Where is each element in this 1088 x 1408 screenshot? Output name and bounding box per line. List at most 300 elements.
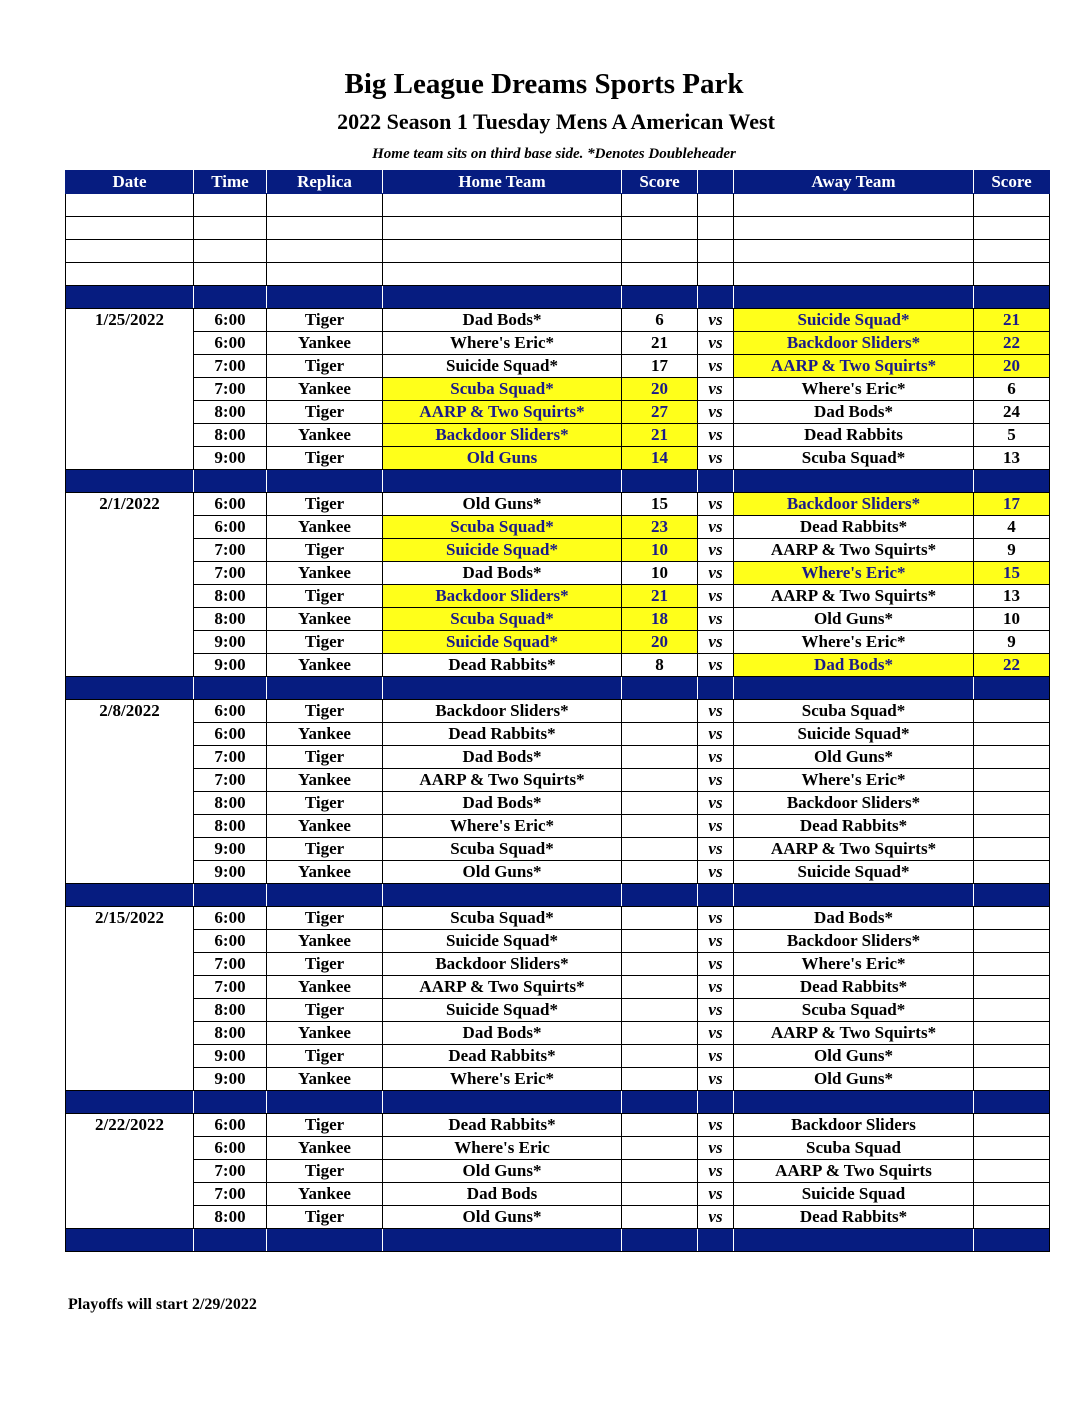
game-replica: Yankee bbox=[267, 723, 383, 746]
game-time: 8:00 bbox=[194, 401, 267, 424]
away-score bbox=[974, 746, 1050, 769]
vs-label: vs bbox=[698, 424, 734, 447]
game-date-empty bbox=[66, 355, 194, 378]
game-replica: Yankee bbox=[267, 516, 383, 539]
game-date-empty bbox=[66, 378, 194, 401]
home-score: 14 bbox=[622, 447, 698, 470]
game-replica: Tiger bbox=[267, 792, 383, 815]
game-time: 6:00 bbox=[194, 700, 267, 723]
vs-label: vs bbox=[698, 539, 734, 562]
home-team: Dead Rabbits* bbox=[383, 1045, 622, 1068]
blank-row bbox=[66, 240, 1050, 263]
page-note: Home team sits on third base side. *Denotes Doubleheader bbox=[372, 146, 736, 162]
game-date-empty bbox=[66, 401, 194, 424]
home-score bbox=[622, 1183, 698, 1206]
schedule-table bbox=[65, 170, 1050, 1252]
game-time: 6:00 bbox=[194, 516, 267, 539]
game-time: 7:00 bbox=[194, 953, 267, 976]
separator-cell bbox=[974, 286, 1050, 309]
col-header-date: Date bbox=[66, 171, 194, 194]
away-score: 9 bbox=[974, 539, 1050, 562]
home-score bbox=[622, 907, 698, 930]
separator-cell bbox=[698, 286, 734, 309]
game-row bbox=[66, 562, 1050, 585]
separator-cell bbox=[267, 1229, 383, 1252]
game-row bbox=[66, 401, 1050, 424]
vs-label: vs bbox=[698, 1068, 734, 1091]
home-team: Dead Rabbits* bbox=[383, 1114, 622, 1137]
separator-cell bbox=[974, 1229, 1050, 1252]
away-score bbox=[974, 1068, 1050, 1091]
away-score: 24 bbox=[974, 401, 1050, 424]
away-score: 4 bbox=[974, 516, 1050, 539]
game-row bbox=[66, 1022, 1050, 1045]
game-row bbox=[66, 631, 1050, 654]
game-time: 6:00 bbox=[194, 332, 267, 355]
blank-cell bbox=[622, 240, 698, 263]
blank-cell bbox=[974, 263, 1050, 286]
separator-cell bbox=[974, 884, 1050, 907]
separator-cell bbox=[622, 677, 698, 700]
home-score: 10 bbox=[622, 539, 698, 562]
away-team: Old Guns* bbox=[734, 746, 974, 769]
game-time: 7:00 bbox=[194, 539, 267, 562]
away-team: AARP & Two Squirts* bbox=[734, 585, 974, 608]
game-replica: Yankee bbox=[267, 976, 383, 999]
game-date-empty bbox=[66, 1160, 194, 1183]
home-score: 18 bbox=[622, 608, 698, 631]
blank-cell bbox=[622, 194, 698, 217]
away-score bbox=[974, 1206, 1050, 1229]
home-score bbox=[622, 1160, 698, 1183]
away-score bbox=[974, 838, 1050, 861]
game-row bbox=[66, 1045, 1050, 1068]
away-score bbox=[974, 723, 1050, 746]
game-replica: Tiger bbox=[267, 700, 383, 723]
home-score: 20 bbox=[622, 378, 698, 401]
col-header-vs bbox=[698, 171, 734, 194]
blank-cell bbox=[194, 217, 267, 240]
game-row bbox=[66, 723, 1050, 746]
game-replica: Tiger bbox=[267, 953, 383, 976]
game-replica: Tiger bbox=[267, 585, 383, 608]
game-replica: Yankee bbox=[267, 654, 383, 677]
game-time: 7:00 bbox=[194, 562, 267, 585]
game-time: 9:00 bbox=[194, 654, 267, 677]
away-score bbox=[974, 1137, 1050, 1160]
home-team: Dad Bods bbox=[383, 1183, 622, 1206]
game-replica: Yankee bbox=[267, 378, 383, 401]
home-score: 17 bbox=[622, 355, 698, 378]
vs-label: vs bbox=[698, 1160, 734, 1183]
week-separator bbox=[66, 470, 1050, 493]
away-score bbox=[974, 930, 1050, 953]
game-date-empty bbox=[66, 930, 194, 953]
separator-cell bbox=[622, 470, 698, 493]
away-team: Suicide Squad* bbox=[734, 309, 974, 332]
game-replica: Yankee bbox=[267, 1022, 383, 1045]
home-team: Scuba Squad* bbox=[383, 907, 622, 930]
vs-label: vs bbox=[698, 585, 734, 608]
separator-cell bbox=[734, 1229, 974, 1252]
home-team: Backdoor Sliders* bbox=[383, 700, 622, 723]
blank-cell bbox=[383, 217, 622, 240]
blank-cell bbox=[66, 240, 194, 263]
game-replica: Yankee bbox=[267, 608, 383, 631]
separator-cell bbox=[383, 1229, 622, 1252]
game-row bbox=[66, 930, 1050, 953]
week-separator bbox=[66, 884, 1050, 907]
game-row bbox=[66, 1068, 1050, 1091]
col-header-time: Time bbox=[194, 171, 267, 194]
separator-cell bbox=[267, 884, 383, 907]
away-score bbox=[974, 815, 1050, 838]
separator-cell bbox=[194, 884, 267, 907]
game-row bbox=[66, 355, 1050, 378]
away-score: 20 bbox=[974, 355, 1050, 378]
home-team: Old Guns* bbox=[383, 1160, 622, 1183]
blank-cell bbox=[267, 263, 383, 286]
vs-label: vs bbox=[698, 654, 734, 677]
away-team: Backdoor Sliders* bbox=[734, 332, 974, 355]
home-team: Backdoor Sliders* bbox=[383, 585, 622, 608]
away-team: Scuba Squad* bbox=[734, 700, 974, 723]
home-score: 20 bbox=[622, 631, 698, 654]
home-score bbox=[622, 976, 698, 999]
home-team: Backdoor Sliders* bbox=[383, 953, 622, 976]
game-row bbox=[66, 654, 1050, 677]
game-row bbox=[66, 309, 1050, 332]
game-time: 7:00 bbox=[194, 1183, 267, 1206]
away-team: Dad Bods* bbox=[734, 907, 974, 930]
home-score: 10 bbox=[622, 562, 698, 585]
game-date: 1/25/2022 bbox=[66, 309, 194, 332]
game-time: 8:00 bbox=[194, 585, 267, 608]
home-team: Where's Eric* bbox=[383, 815, 622, 838]
game-time: 8:00 bbox=[194, 424, 267, 447]
game-time: 6:00 bbox=[194, 907, 267, 930]
game-date-empty bbox=[66, 976, 194, 999]
game-row bbox=[66, 700, 1050, 723]
away-score bbox=[974, 999, 1050, 1022]
blank-cell bbox=[698, 194, 734, 217]
vs-label: vs bbox=[698, 838, 734, 861]
game-time: 6:00 bbox=[194, 1114, 267, 1137]
away-score bbox=[974, 861, 1050, 884]
separator-cell bbox=[383, 1091, 622, 1114]
game-row bbox=[66, 1114, 1050, 1137]
week-separator bbox=[66, 1229, 1050, 1252]
game-time: 9:00 bbox=[194, 1068, 267, 1091]
blank-cell bbox=[734, 240, 974, 263]
blank-cell bbox=[974, 217, 1050, 240]
game-date-empty bbox=[66, 815, 194, 838]
vs-label: vs bbox=[698, 815, 734, 838]
game-date-empty bbox=[66, 447, 194, 470]
away-team: Old Guns* bbox=[734, 608, 974, 631]
away-team: Where's Eric* bbox=[734, 631, 974, 654]
game-date: 2/22/2022 bbox=[66, 1114, 194, 1137]
away-team: AARP & Two Squirts bbox=[734, 1160, 974, 1183]
separator-cell bbox=[66, 1229, 194, 1252]
vs-label: vs bbox=[698, 723, 734, 746]
header-row bbox=[66, 171, 1050, 194]
game-replica: Tiger bbox=[267, 355, 383, 378]
away-score: 22 bbox=[974, 332, 1050, 355]
col-header-home-team: Home Team bbox=[383, 171, 622, 194]
home-team: Dad Bods* bbox=[383, 746, 622, 769]
home-team: Where's Eric* bbox=[383, 332, 622, 355]
away-team: Old Guns* bbox=[734, 1045, 974, 1068]
game-date-empty bbox=[66, 585, 194, 608]
separator-cell bbox=[267, 1091, 383, 1114]
vs-label: vs bbox=[698, 516, 734, 539]
game-date: 2/8/2022 bbox=[66, 700, 194, 723]
home-team: Dad Bods* bbox=[383, 1022, 622, 1045]
away-score bbox=[974, 907, 1050, 930]
separator-cell bbox=[267, 470, 383, 493]
game-date-empty bbox=[66, 746, 194, 769]
separator-cell bbox=[734, 470, 974, 493]
home-team: Dad Bods* bbox=[383, 309, 622, 332]
game-replica: Tiger bbox=[267, 746, 383, 769]
blank-cell bbox=[698, 263, 734, 286]
away-team: Backdoor Sliders bbox=[734, 1114, 974, 1137]
home-team: Scuba Squad* bbox=[383, 516, 622, 539]
vs-label: vs bbox=[698, 953, 734, 976]
game-date-empty bbox=[66, 332, 194, 355]
separator-cell bbox=[734, 884, 974, 907]
game-row bbox=[66, 907, 1050, 930]
game-replica: Yankee bbox=[267, 424, 383, 447]
separator-cell bbox=[194, 286, 267, 309]
home-score bbox=[622, 953, 698, 976]
home-score bbox=[622, 838, 698, 861]
separator-cell bbox=[383, 884, 622, 907]
away-score bbox=[974, 769, 1050, 792]
game-replica: Tiger bbox=[267, 1114, 383, 1137]
game-time: 8:00 bbox=[194, 792, 267, 815]
away-team: Dead Rabbits* bbox=[734, 1206, 974, 1229]
game-date-empty bbox=[66, 516, 194, 539]
game-time: 6:00 bbox=[194, 723, 267, 746]
away-score bbox=[974, 1160, 1050, 1183]
vs-label: vs bbox=[698, 769, 734, 792]
separator-cell bbox=[66, 677, 194, 700]
home-team: Backdoor Sliders* bbox=[383, 424, 622, 447]
away-team: Where's Eric* bbox=[734, 953, 974, 976]
away-score bbox=[974, 1114, 1050, 1137]
game-row bbox=[66, 861, 1050, 884]
game-date-empty bbox=[66, 1045, 194, 1068]
game-row bbox=[66, 608, 1050, 631]
vs-label: vs bbox=[698, 907, 734, 930]
game-date-empty bbox=[66, 999, 194, 1022]
blank-cell bbox=[698, 217, 734, 240]
away-team: Dad Bods* bbox=[734, 654, 974, 677]
game-row bbox=[66, 769, 1050, 792]
home-score: 6 bbox=[622, 309, 698, 332]
away-team: Suicide Squad* bbox=[734, 861, 974, 884]
game-row bbox=[66, 516, 1050, 539]
home-score bbox=[622, 1206, 698, 1229]
game-time: 8:00 bbox=[194, 999, 267, 1022]
away-team: AARP & Two Squirts* bbox=[734, 355, 974, 378]
game-date-empty bbox=[66, 1183, 194, 1206]
game-row bbox=[66, 447, 1050, 470]
vs-label: vs bbox=[698, 746, 734, 769]
game-time: 8:00 bbox=[194, 608, 267, 631]
home-team: AARP & Two Squirts* bbox=[383, 976, 622, 999]
away-team: Dead Rabbits* bbox=[734, 976, 974, 999]
playoffs-note: Playoffs will start 2/29/2022 bbox=[68, 1296, 257, 1313]
blank-cell bbox=[66, 217, 194, 240]
blank-row bbox=[66, 194, 1050, 217]
separator-cell bbox=[622, 1229, 698, 1252]
away-team: Suicide Squad* bbox=[734, 723, 974, 746]
game-row bbox=[66, 1160, 1050, 1183]
vs-label: vs bbox=[698, 562, 734, 585]
vs-label: vs bbox=[698, 930, 734, 953]
game-replica: Tiger bbox=[267, 1160, 383, 1183]
week-separator bbox=[66, 1091, 1050, 1114]
vs-label: vs bbox=[698, 700, 734, 723]
separator-cell bbox=[622, 1091, 698, 1114]
blank-cell bbox=[383, 240, 622, 263]
vs-label: vs bbox=[698, 631, 734, 654]
home-team: Suicide Squad* bbox=[383, 355, 622, 378]
away-team: Old Guns* bbox=[734, 1068, 974, 1091]
separator-cell bbox=[66, 286, 194, 309]
home-team: Old Guns bbox=[383, 447, 622, 470]
vs-label: vs bbox=[698, 447, 734, 470]
away-team: AARP & Two Squirts* bbox=[734, 1022, 974, 1045]
home-team: Old Guns* bbox=[383, 1206, 622, 1229]
away-team: Scuba Squad* bbox=[734, 999, 974, 1022]
separator-cell bbox=[383, 470, 622, 493]
away-team: Suicide Squad bbox=[734, 1183, 974, 1206]
separator-cell bbox=[734, 1091, 974, 1114]
away-team: Dad Bods* bbox=[734, 401, 974, 424]
separator-cell bbox=[698, 1229, 734, 1252]
page-subtitle: 2022 Season 1 Tuesday Mens A American West bbox=[337, 109, 775, 134]
blank-cell bbox=[267, 240, 383, 263]
game-time: 8:00 bbox=[194, 1022, 267, 1045]
game-time: 9:00 bbox=[194, 631, 267, 654]
home-score bbox=[622, 1022, 698, 1045]
game-replica: Tiger bbox=[267, 1045, 383, 1068]
away-team: Where's Eric* bbox=[734, 769, 974, 792]
col-header-home-score: Score bbox=[622, 171, 698, 194]
vs-label: vs bbox=[698, 1183, 734, 1206]
separator-cell bbox=[698, 677, 734, 700]
game-row bbox=[66, 539, 1050, 562]
home-score: 21 bbox=[622, 424, 698, 447]
game-date-empty bbox=[66, 1068, 194, 1091]
vs-label: vs bbox=[698, 999, 734, 1022]
home-team: AARP & Two Squirts* bbox=[383, 769, 622, 792]
away-score: 13 bbox=[974, 585, 1050, 608]
home-score bbox=[622, 861, 698, 884]
vs-label: vs bbox=[698, 332, 734, 355]
vs-label: vs bbox=[698, 608, 734, 631]
away-score bbox=[974, 1022, 1050, 1045]
game-date-empty bbox=[66, 539, 194, 562]
game-replica: Tiger bbox=[267, 493, 383, 516]
home-score bbox=[622, 746, 698, 769]
home-team: Scuba Squad* bbox=[383, 608, 622, 631]
away-score: 6 bbox=[974, 378, 1050, 401]
separator-cell bbox=[734, 677, 974, 700]
game-time: 6:00 bbox=[194, 493, 267, 516]
game-date-empty bbox=[66, 792, 194, 815]
game-date-empty bbox=[66, 631, 194, 654]
home-team: Suicide Squad* bbox=[383, 539, 622, 562]
game-replica: Tiger bbox=[267, 1206, 383, 1229]
game-date-empty bbox=[66, 769, 194, 792]
blank-cell bbox=[974, 240, 1050, 263]
game-replica: Tiger bbox=[267, 631, 383, 654]
game-date-empty bbox=[66, 953, 194, 976]
away-team: Where's Eric* bbox=[734, 562, 974, 585]
separator-cell bbox=[622, 884, 698, 907]
game-time: 9:00 bbox=[194, 861, 267, 884]
game-row bbox=[66, 585, 1050, 608]
game-time: 6:00 bbox=[194, 930, 267, 953]
game-date: 2/15/2022 bbox=[66, 907, 194, 930]
game-replica: Tiger bbox=[267, 999, 383, 1022]
blank-cell bbox=[622, 217, 698, 240]
home-score bbox=[622, 700, 698, 723]
game-row bbox=[66, 493, 1050, 516]
blank-cell bbox=[66, 194, 194, 217]
game-row bbox=[66, 424, 1050, 447]
away-team: Dead Rabbits bbox=[734, 424, 974, 447]
blank-cell bbox=[698, 240, 734, 263]
vs-label: vs bbox=[698, 378, 734, 401]
game-row bbox=[66, 1183, 1050, 1206]
home-score bbox=[622, 723, 698, 746]
game-row bbox=[66, 999, 1050, 1022]
separator-cell bbox=[698, 470, 734, 493]
game-replica: Tiger bbox=[267, 907, 383, 930]
game-date-empty bbox=[66, 723, 194, 746]
away-score bbox=[974, 792, 1050, 815]
game-time: 7:00 bbox=[194, 355, 267, 378]
game-time: 7:00 bbox=[194, 976, 267, 999]
blank-cell bbox=[267, 194, 383, 217]
game-date-empty bbox=[66, 861, 194, 884]
blank-cell bbox=[267, 217, 383, 240]
separator-cell bbox=[974, 1091, 1050, 1114]
game-time: 7:00 bbox=[194, 1160, 267, 1183]
game-time: 9:00 bbox=[194, 447, 267, 470]
home-team: Dad Bods* bbox=[383, 562, 622, 585]
vs-label: vs bbox=[698, 309, 734, 332]
home-team: Dad Bods* bbox=[383, 792, 622, 815]
separator-cell bbox=[66, 884, 194, 907]
away-score: 5 bbox=[974, 424, 1050, 447]
home-score bbox=[622, 1114, 698, 1137]
separator-cell bbox=[267, 286, 383, 309]
game-time: 8:00 bbox=[194, 1206, 267, 1229]
separator-cell bbox=[194, 1229, 267, 1252]
game-row bbox=[66, 378, 1050, 401]
game-row bbox=[66, 1137, 1050, 1160]
home-team: Where's Eric bbox=[383, 1137, 622, 1160]
blank-cell bbox=[194, 263, 267, 286]
week-separator bbox=[66, 286, 1050, 309]
